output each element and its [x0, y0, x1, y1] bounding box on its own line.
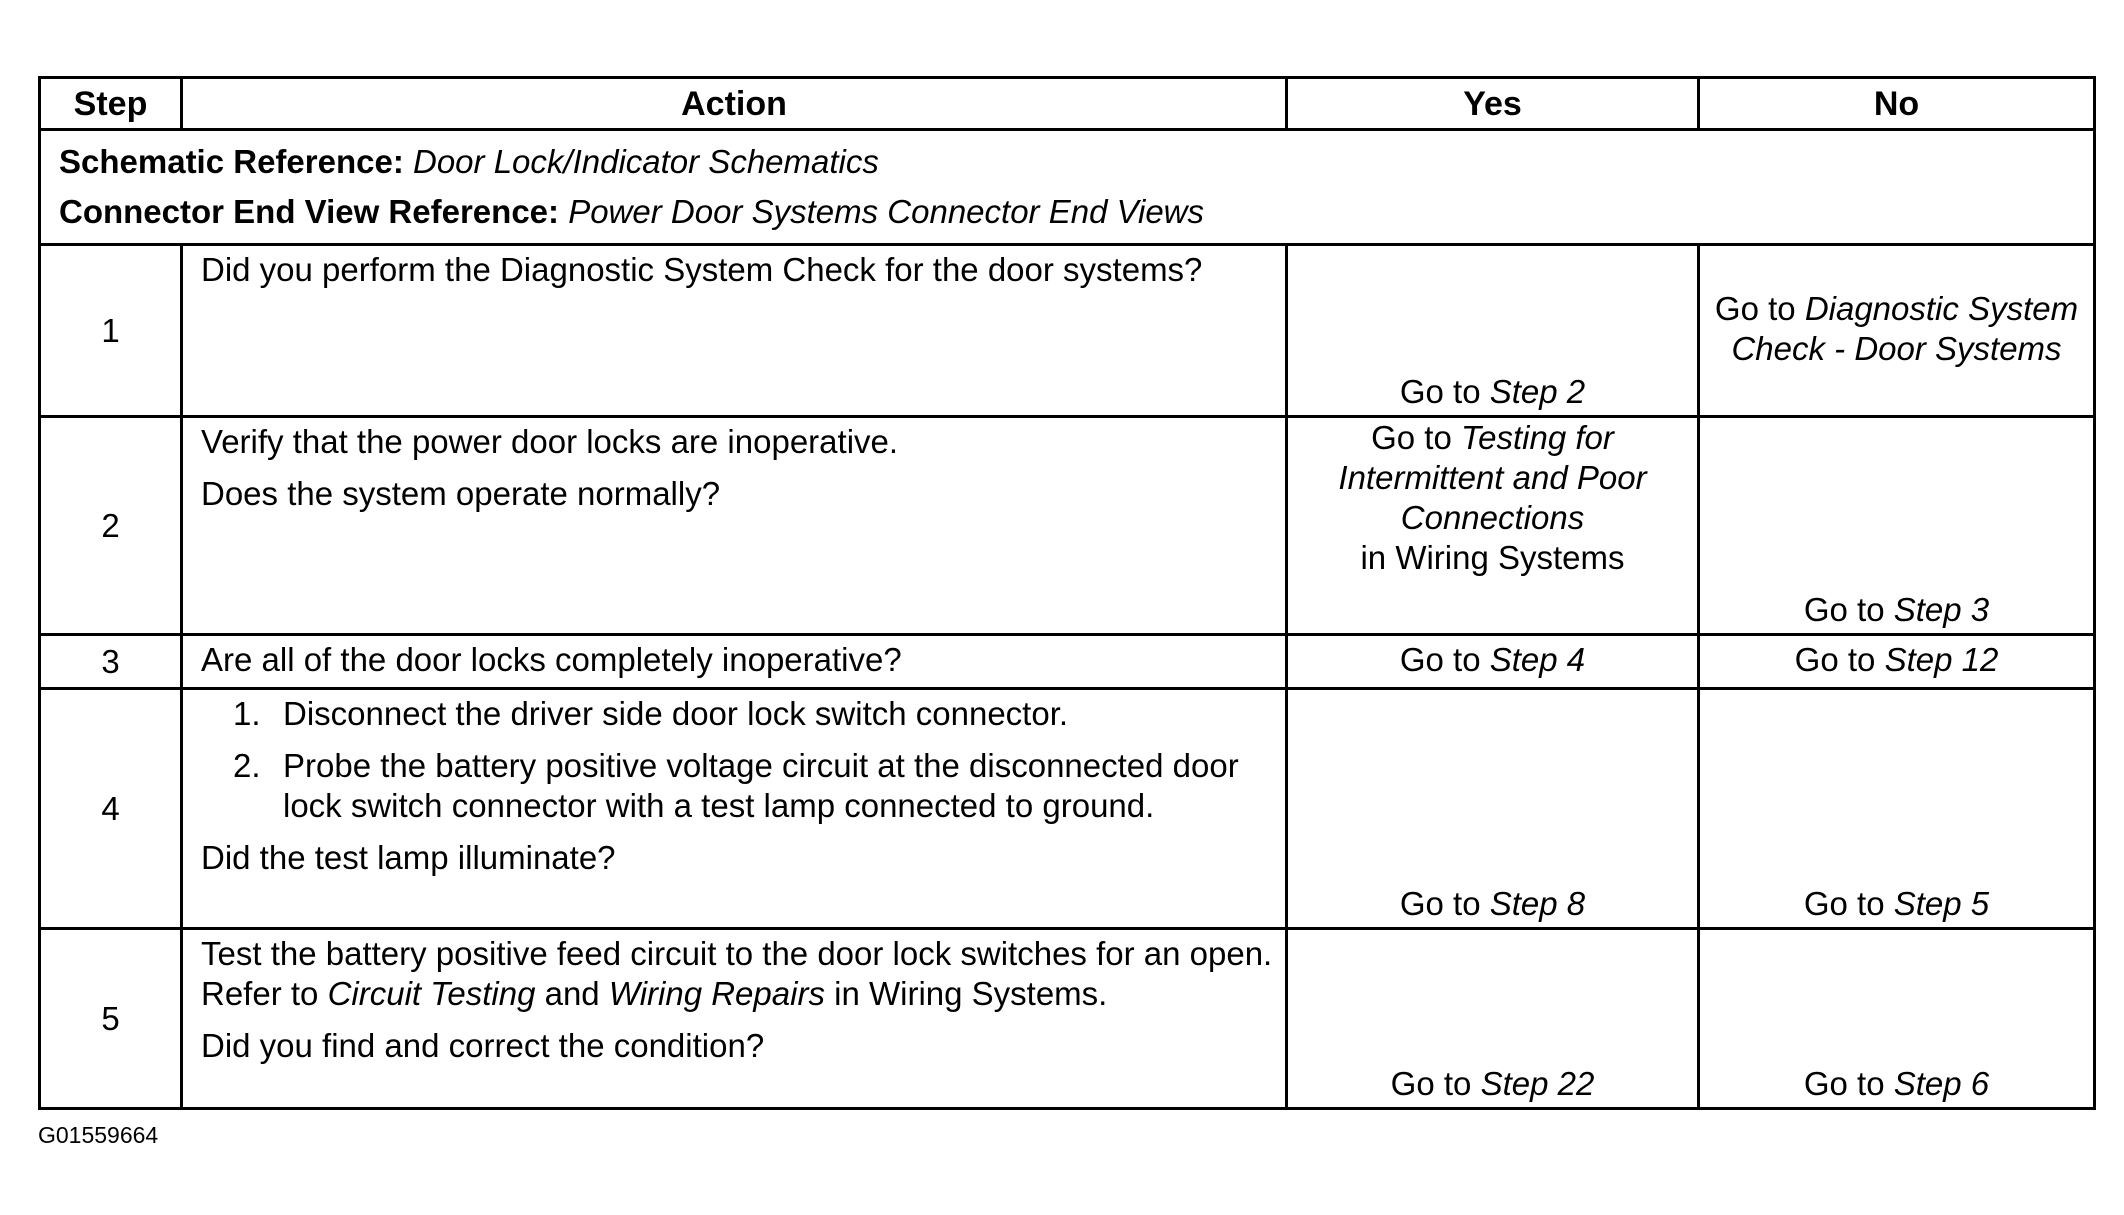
action-text-part: Test the battery positive feed circuit to the door lock switches for an open. Refer to	[201, 935, 1273, 1012]
header-step: Step	[40, 78, 182, 130]
yes-cell	[1287, 929, 1699, 1109]
yes-suffix: in Wiring Systems	[1360, 539, 1625, 576]
list-item-number: 1.	[233, 695, 261, 732]
yes-link[interactable]: Step 2	[1489, 373, 1586, 410]
no-goto[interactable]	[1700, 289, 2093, 369]
list-item-number: 2.	[233, 747, 261, 784]
table-row	[40, 689, 2095, 929]
no-goto[interactable]	[1700, 590, 2093, 630]
no-prefix: Go to	[1794, 641, 1885, 678]
no-goto[interactable]	[1700, 1064, 2093, 1104]
list-item	[201, 746, 1273, 826]
action-cell	[182, 245, 1287, 417]
no-cell	[1699, 689, 2095, 929]
table-row	[40, 417, 2095, 635]
figure-id: G01559664	[38, 1122, 159, 1148]
no-cell	[1699, 635, 2095, 689]
yes-cell	[1287, 635, 1699, 689]
list-item-text: Disconnect the driver side door lock switch connector.	[283, 695, 1069, 732]
reference-cell	[40, 130, 2095, 245]
yes-goto[interactable]	[1288, 884, 1697, 924]
connector-reference-label: Connector End View Reference:	[59, 193, 560, 230]
table-row	[40, 929, 2095, 1109]
action-cell	[182, 689, 1287, 929]
yes-goto[interactable]	[1288, 372, 1697, 412]
action-text: Did you perform the Diagnostic System Check for the door systems?	[201, 251, 1203, 288]
no-goto[interactable]	[1700, 884, 2093, 924]
circuit-testing-link[interactable]: Circuit Testing	[327, 975, 536, 1012]
yes-cell	[1287, 689, 1699, 929]
list-item	[201, 694, 1273, 734]
action-question: Did you find and correct the condition?	[201, 1027, 765, 1064]
action-text: Are all of the door locks completely inoperative?	[201, 641, 902, 678]
no-cell	[1699, 417, 2095, 635]
action-cell	[182, 417, 1287, 635]
yes-prefix: Go to	[1399, 373, 1490, 410]
step-number: 2	[40, 417, 182, 635]
action-question: Does the system operate normally?	[201, 475, 721, 512]
step-number: 5	[40, 929, 182, 1109]
yes-cell	[1287, 417, 1699, 635]
yes-goto[interactable]	[1288, 418, 1697, 578]
yes-prefix: Go to	[1390, 1065, 1481, 1102]
yes-prefix: Go to	[1399, 641, 1490, 678]
table-row	[40, 635, 2095, 689]
no-link[interactable]: Step 5	[1893, 885, 1990, 922]
schematic-reference-link[interactable]: Door Lock/Indicator Schematics	[413, 143, 879, 180]
no-link[interactable]: Diagnostic System Check - Door Systems	[1731, 290, 2079, 367]
no-cell	[1699, 929, 2095, 1109]
action-text-part: and	[535, 975, 609, 1012]
table-row	[40, 245, 2095, 417]
no-prefix: Go to	[1803, 1065, 1894, 1102]
yes-prefix: Go to	[1371, 419, 1461, 456]
no-link[interactable]: Step 12	[1884, 641, 1999, 678]
no-prefix: Go to	[1714, 290, 1805, 327]
no-link[interactable]: Step 6	[1893, 1065, 1990, 1102]
connector-reference	[59, 187, 2075, 237]
no-prefix: Go to	[1803, 885, 1894, 922]
no-prefix: Go to	[1803, 591, 1894, 628]
header-action: Action	[182, 78, 1287, 130]
action-text-part: in Wiring Systems.	[824, 975, 1108, 1012]
no-cell	[1699, 245, 2095, 417]
step-number: 3	[40, 635, 182, 689]
wiring-repairs-link[interactable]: Wiring Repairs	[608, 975, 825, 1012]
schematic-reference	[59, 137, 2075, 187]
yes-goto[interactable]	[1288, 1064, 1697, 1104]
header-no: No	[1699, 78, 2095, 130]
header-yes: Yes	[1287, 78, 1699, 130]
step-number: 4	[40, 689, 182, 929]
yes-link[interactable]: Step 22	[1480, 1065, 1595, 1102]
diagnostic-table	[38, 76, 2096, 1110]
action-question: Did the test lamp illuminate?	[201, 839, 616, 876]
yes-cell	[1287, 245, 1699, 417]
connector-reference-link[interactable]: Power Door Systems Connector End Views	[568, 193, 1205, 230]
yes-goto[interactable]	[1288, 636, 1697, 680]
step-number: 1	[40, 245, 182, 417]
action-cell	[182, 635, 1287, 689]
action-text	[201, 934, 1273, 1014]
yes-link[interactable]: Testing for Intermittent and Poor Connections	[1338, 419, 1647, 536]
yes-link[interactable]: Step 8	[1489, 885, 1586, 922]
yes-prefix: Go to	[1399, 885, 1490, 922]
header-row	[40, 78, 2095, 130]
action-steps-list	[201, 694, 1273, 826]
action-text: Verify that the power door locks are inoperative.	[201, 423, 899, 460]
yes-link[interactable]: Step 4	[1489, 641, 1586, 678]
no-goto[interactable]	[1700, 636, 2093, 680]
action-cell	[182, 929, 1287, 1109]
list-item-text: Probe the battery positive voltage circuit at the disconnected door lock switch connector with a test lamp connected to ground.	[283, 747, 1239, 824]
schematic-reference-label: Schematic Reference:	[59, 143, 404, 180]
no-link[interactable]: Step 3	[1893, 591, 1990, 628]
reference-row	[40, 130, 2095, 245]
